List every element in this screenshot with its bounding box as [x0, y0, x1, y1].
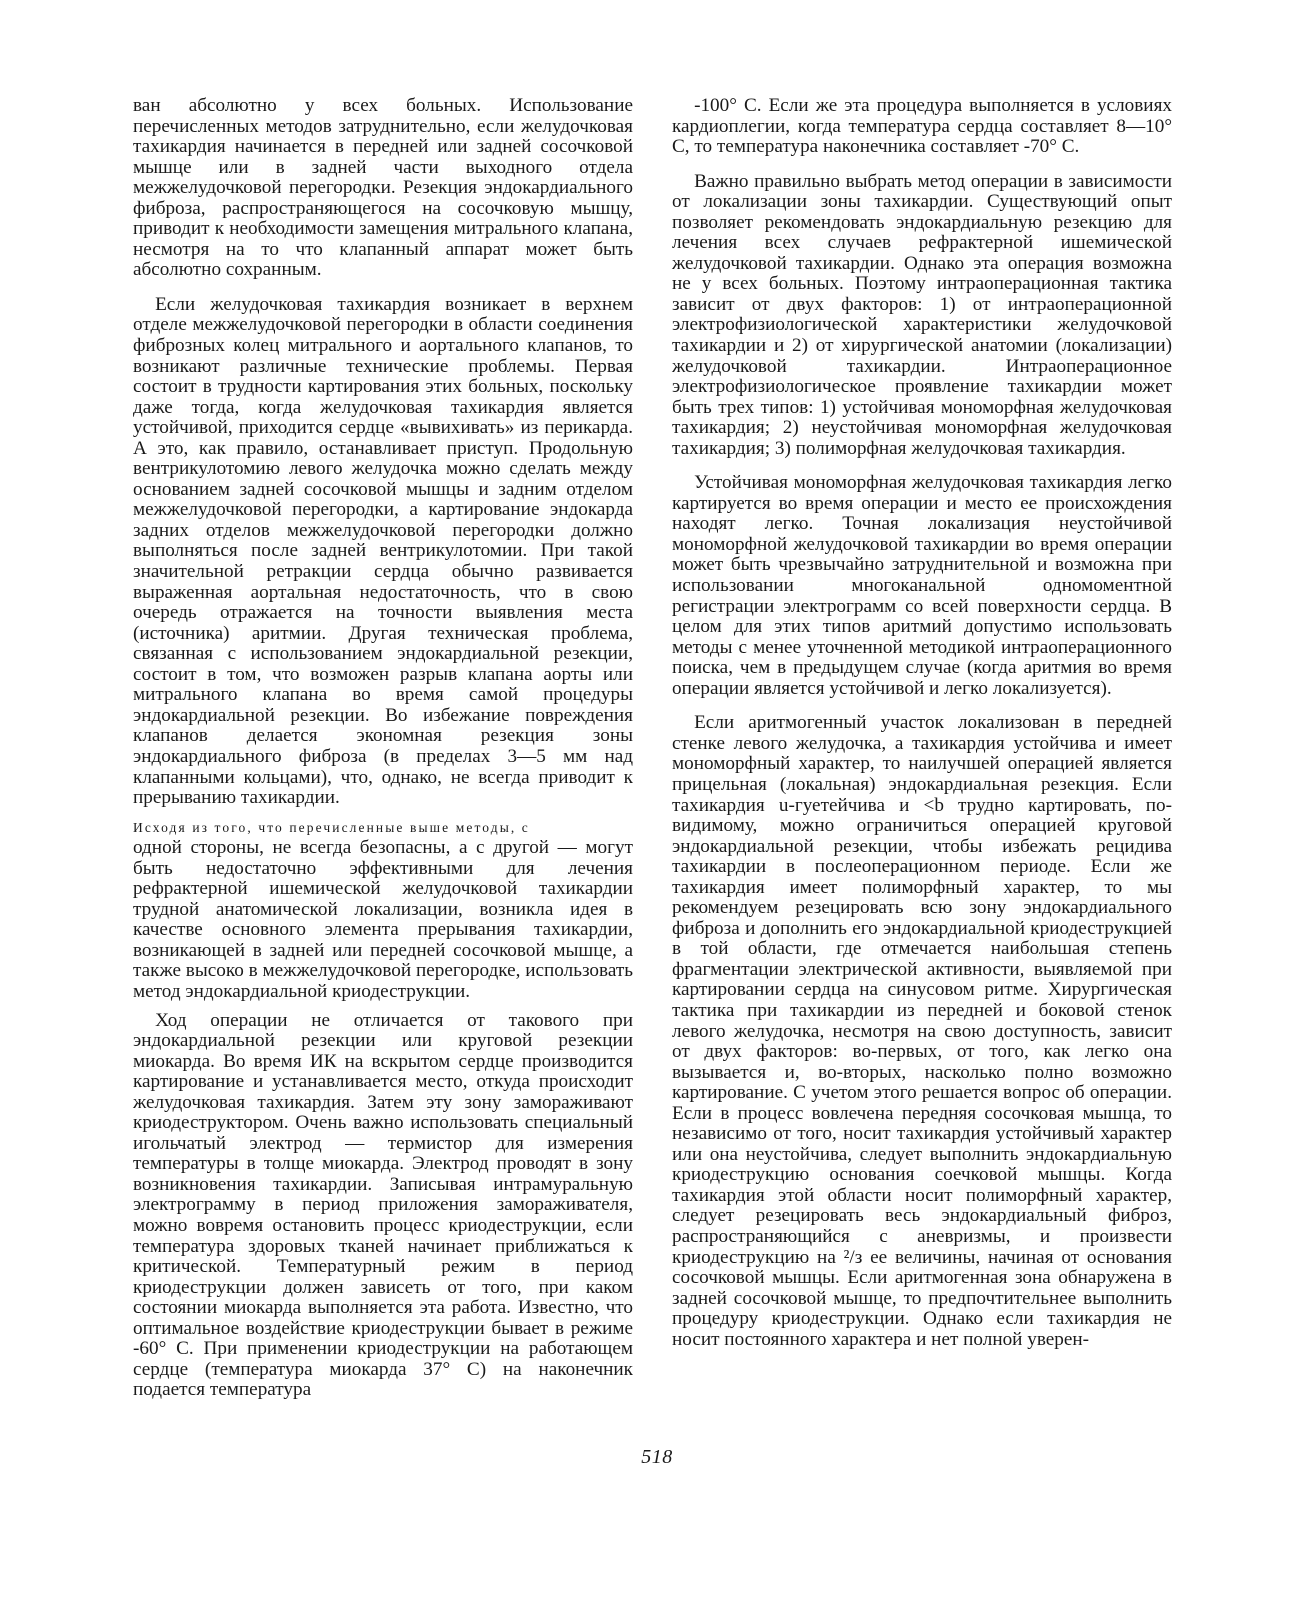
spaced-lead-line	[133, 817, 633, 839]
paragraph: ван абсолютно у всех больных. Использование перечисленных методов затруднительно, если желудочковая тахикардия начинается в передней или задней сосочковой мышце или в задней части выходного отдела межжелудочковой перегородки. Резекция эндокардиального фиброза, распространяющегося на сосочковую мышцу, приводит к необходимости замещения митрального клапана, несмотря на то что клапанный аппарат может быть абсолютно сохранным.	[133, 95, 633, 281]
paragraph: Если аритмогенный участок локализован в передней стенке левого желудочка, а тахикардия устойчива и имеет мономорфный характер, то наилучшей операцией является прицельная (локальная) эндокардиальная резекция. Если тахикардия u-гуетейчива и <b трудно картировать, по-видимому, можно ограничиться операцией круговой эндокардиальной резекции, чтобы избежать рецидива тахикардии в послеоперационном периоде. Если же тахикардия имеет полиморфный характер, то мы рекомендуем резецировать всю зону эндокардиального фиброза и дополнить его эндокардиальной криодеструкцией в той области, где отмечается наибольшая степень фрагментации электрической активности, выявляемой при картировании сердца на синусовом ритме. Хирургическая тактика при тахикардии из передней и боковой стенок левого желудочка, несмотря на свою доступность, зависит от двух факторов: во-первых, от того, как легко она вызывается и, во-вторых, насколько полно возможно картирование. С учетом этого решается вопрос об операции. Если в процесс вовлечена передняя сосочковая мышца, то независимо от того, носит тахикардия устойчивый характер или она неустойчива, следует выполнить эндокардиальную криодеструкцию основания соечковой мышцы. Когда тахикардия этой области носит полиморфный характер, следует резецировать весь эндокардиальный фиброз, распространяющийся с аневризмы, и произвести криодеструкцию на ²/з ее величины, начиная от основания сосочковой мышцы. Если аритмогенная зона обнаружена в задней сосочковой мышце, то предпочтительнее выполнить процедуру криодеструкции. Однако если тахикардия не носит постоянного характера и нет полной уверен-	[672, 712, 1172, 1350]
paragraph: одной стороны, не всегда безопасны, а с другой — могут быть недостаточно эффективными для лечения рефрактерной ишемической желудочковой тахикардии трудной анатомической локализации, возникла идея в качестве основного элемента прерывания тахикардии, возникающей в задней или передней сосочковой мышце, а также высоко в межжелудочковой перегородке, использовать метод эндокардиальной криодеструкции.	[133, 837, 633, 1002]
paragraph: Важно правильно выбрать метод операции в зависимости от локализации зоны тахикардии. Существующий опыт позволяет рекомендовать эндокардиальную резекцию для лечения всех случаев рефрактерной ишемической желудочковой тахикардии. Однако эта операция возможна не у всех больных. Поэтому интраоперационная тактика зависит от двух факторов: 1) от интраоперационной электрофизиологической характеристики желудочковой тахикардии и 2) от хирургической анатомии (локализации) желудочковой тахикардии. Интраоперационное электрофизиологическое проявление тахикардии может быть трех типов: 1) устойчивая мономорфная желудочковая тахикардия; 2) неустойчивая мономорфная желудочковая тахикардия; 3) полиморфная желудочковая тахикардия.	[672, 170, 1172, 459]
spaced-lead-text: Исходя из того, что перечисленные выше методы, с	[133, 819, 530, 835]
left-column	[133, 96, 633, 1401]
paragraph: -100° С. Если же эта процедура выполняется в условиях кардиоплегии, когда температура сердца составляет 8—10° С, то температура наконечника составляет -70° С.	[672, 95, 1172, 158]
paragraph: Ход операции не отличается от такового при эндокардиальной резекции или круговой резекции миокарда. Во время ИК на вскрытом сердце производится картирование и устанавливается место, откуда происходит желудочковая тахикардия. Затем эту зону замораживают криодеструктором. Очень важно использовать специальный игольчатый электрод — термистор для измерения температуры в толще миокарда. Электрод проводят в зону возникновения тахикардии. Записывая интрамуральную электрограмму в период приложения замораживателя, можно вовремя остановить процесс криодеструкции, если температура здоровых тканей начинает приближаться к критической. Температурный режим в период криодеструкции должен зависеть от того, при каком состоянии миокарда выполняется эта работа. Известно, что оптимальное воздействие криодеструкции бывает в режиме -60° С. При применении криодеструкции на работающем сердце (температура миокарда 37° С) на наконечник подается температура	[133, 1009, 633, 1401]
paragraph: Если желудочковая тахикардия возникает в верхнем отделе межжелудочковой перегородки в области соединения фиброзных колец митрального и аортального клапанов, то возникают различные технические проблемы. Первая состоит в трудности картирования этих больных, поскольку даже тогда, когда желудочковая тахикардия является устойчивой, приходится сердце «вывихивать» из перикарда. А это, как правило, останавливает приступ. Продольную вентрикулотомию левого желудочка можно сделать между основанием задней сосочковой мышцы и задним отделом межжелудочковой перегородки, а картирование эндокарда задних отделов межжелудочковой перегородки должно выполняться после задней вентрикулотомии. При такой значительной ретракции сердца обычно развивается выраженная аортальная недостаточность, что в свою очередь отражается на точности выявления места (источника) аритмии. Другая техническая проблема, связанная с использованием эндокардиальной резекции, состоит в том, что возможен разрыв клапана аорты или митрального клапана во время самой процедуры эндокардиальной резекции. Во избежание повреждения клапанов делается экономная резекция зоны эндокардиального фиброза (в пределах 3—5 мм над клапанными кольцами), что, однако, не всегда приводит к прерыванию тахикардии.	[133, 293, 633, 809]
page-number: 518	[641, 1446, 673, 1468]
right-column	[672, 96, 1172, 1350]
paragraph: Устойчивая мономорфная желудочковая тахикардия легко картируется во время операции и место ее происхождения находят легко. Точная локализация неустойчивой мономорфной желудочковой тахикардии во время операции может быть чрезвычайно затруднительной и возможна при использовании многоканальной одномоментной регистрации электрограмм со всей поверхности сердца. В целом для этих типов аритмий допустимо использовать методы с менее уточненной методикой интраоперационного поиска, чем в предыдущем случае (когда аритмия во время операции является устойчивой и легко локализуется).	[672, 472, 1172, 699]
